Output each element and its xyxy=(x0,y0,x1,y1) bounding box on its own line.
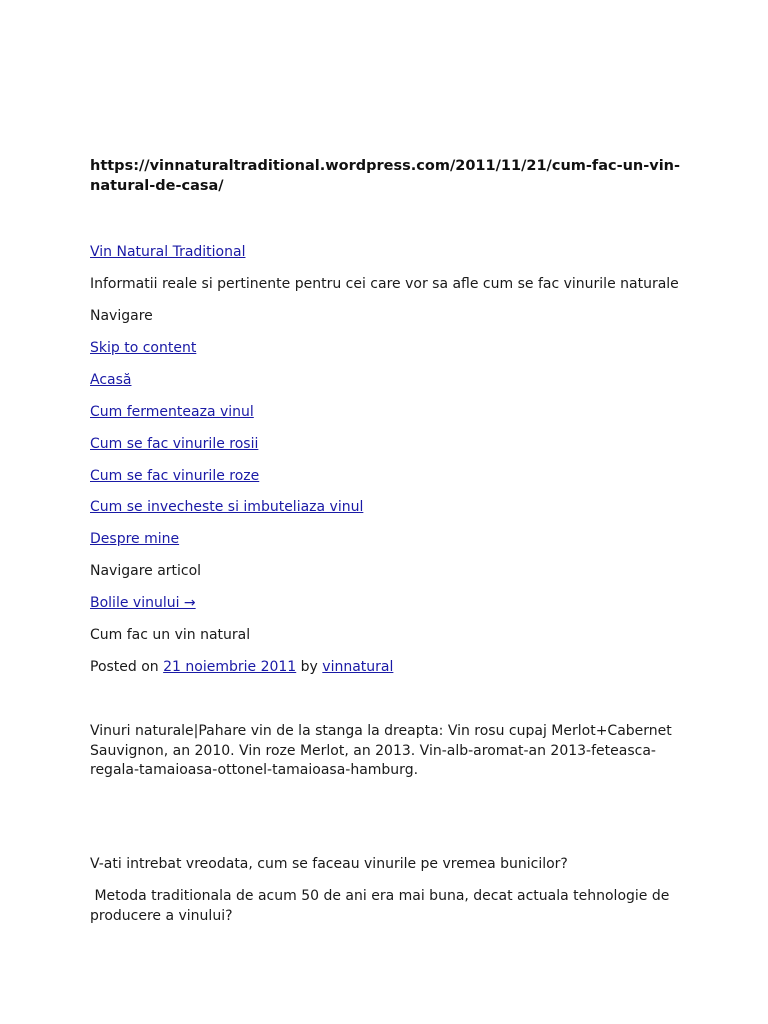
paragraph-1: V-ati intrebat vreodata, cum se faceau vinurile pe vremea bunicilor? xyxy=(90,856,568,872)
menu-item-vinurile-roze[interactable]: Cum se fac vinurile roze xyxy=(90,468,260,484)
nav-heading: Navigare xyxy=(90,308,153,324)
post-meta xyxy=(90,657,393,677)
article-nav-heading: Navigare articol xyxy=(90,563,202,579)
paragraph-2: Metoda traditionala de acum 50 de ani era mai buna, decat actuala tehnologie de producere a vinului? xyxy=(90,888,674,924)
menu-item-invecheste-imbuteliaza[interactable]: Cum se invecheste si imbuteliaza vinul xyxy=(90,499,364,515)
menu-item-despre-mine[interactable]: Despre mine xyxy=(90,531,180,547)
by-label: by xyxy=(300,659,318,675)
site-title-link[interactable]: Vin Natural Traditional xyxy=(90,244,246,260)
menu-item-acasa[interactable]: Acasă xyxy=(90,372,132,388)
site-description: Informatii reale si pertinente pentru cei care vor sa afle cum se fac vinurile naturale xyxy=(90,276,679,292)
image-caption: Vinuri naturale|Pahare vin de la stanga la dreapta: Vin rosu cupaj Merlot+Cabernet Sauvignon, an 2010. Vin roze Merlot, an 2013. Vin-alb-aromat-an 2013-feteasca-regala-tamaioasa-ottonel-tamaioasa-hamburg. xyxy=(90,723,672,778)
posted-on-label: Posted on xyxy=(90,659,159,675)
menu-item-vinurile-rosii[interactable]: Cum se fac vinurile rosii xyxy=(90,436,259,452)
source-url: https://vinnaturaltraditional.wordpress.com/2011/11/21/cum-fac-un-vin-natural-de-casa/ xyxy=(90,158,681,194)
post-date-link[interactable]: 21 noiembrie 2011 xyxy=(163,659,297,675)
post-title: Cum fac un vin natural xyxy=(90,627,251,643)
author-link[interactable]: vinnatural xyxy=(322,659,394,675)
next-post-link[interactable]: Bolile vinului → xyxy=(90,595,196,611)
skip-to-content-link[interactable]: Skip to content xyxy=(90,340,197,356)
menu-item-cum-fermenteaza-vinul[interactable]: Cum fermenteaza vinul xyxy=(90,404,254,420)
